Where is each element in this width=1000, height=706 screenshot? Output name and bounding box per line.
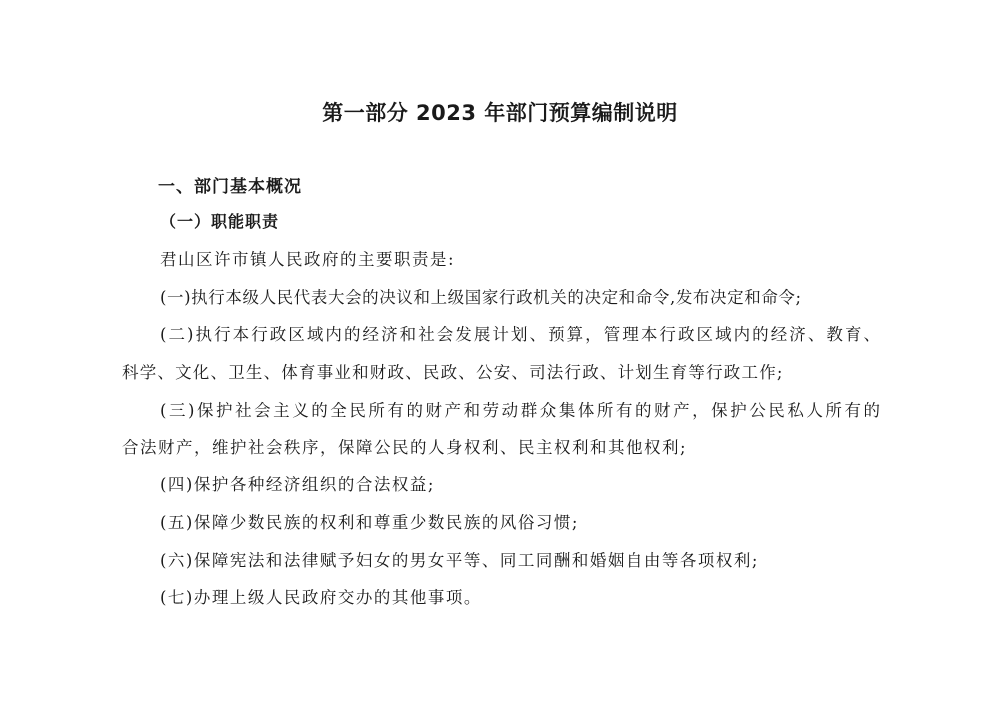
- page-title: 第一部分 2023 年部门预算编制说明: [322, 101, 678, 125]
- section-heading: 一、部门基本概况: [158, 177, 302, 197]
- duty-item-5: (五)保障少数民族的权利和尊重少数民族的风俗习惯;: [160, 513, 579, 532]
- duty-item-7: (七)办理上级人民政府交办的其他事项。: [160, 588, 482, 607]
- duty-item-3-line-1: (三)保护社会主义的全民所有的财产和劳动群众集体所有的财产，保护公民私人所有的: [160, 401, 880, 420]
- intro-paragraph: 君山区许市镇人民政府的主要职责是:: [160, 250, 456, 269]
- duty-item-2-line-2: 科学、文化、卫生、体育事业和财政、民政、公安、司法行政、计划生育等行政工作;: [122, 363, 784, 382]
- duty-item-3-line-2: 合法财产，维护社会秩序，保障公民的人身权利、民主权利和其他权利;: [122, 438, 688, 457]
- subsection-heading: （一）职能职责: [160, 212, 280, 231]
- duty-item-4: (四)保护各种经济组织的合法权益;: [160, 475, 435, 494]
- duty-item-1: (一)执行本级人民代表大会的决议和上级国家行政机关的决定和命令,发布决定和命令;: [160, 288, 802, 307]
- duty-item-2-line-1: (二)执行本行政区域内的经济和社会发展计划、预算，管理本行政区域内的经济、教育、: [160, 325, 880, 344]
- duty-item-6: (六)保障宪法和法律赋予妇女的男女平等、同工同酬和婚姻自由等各项权利;: [160, 551, 759, 570]
